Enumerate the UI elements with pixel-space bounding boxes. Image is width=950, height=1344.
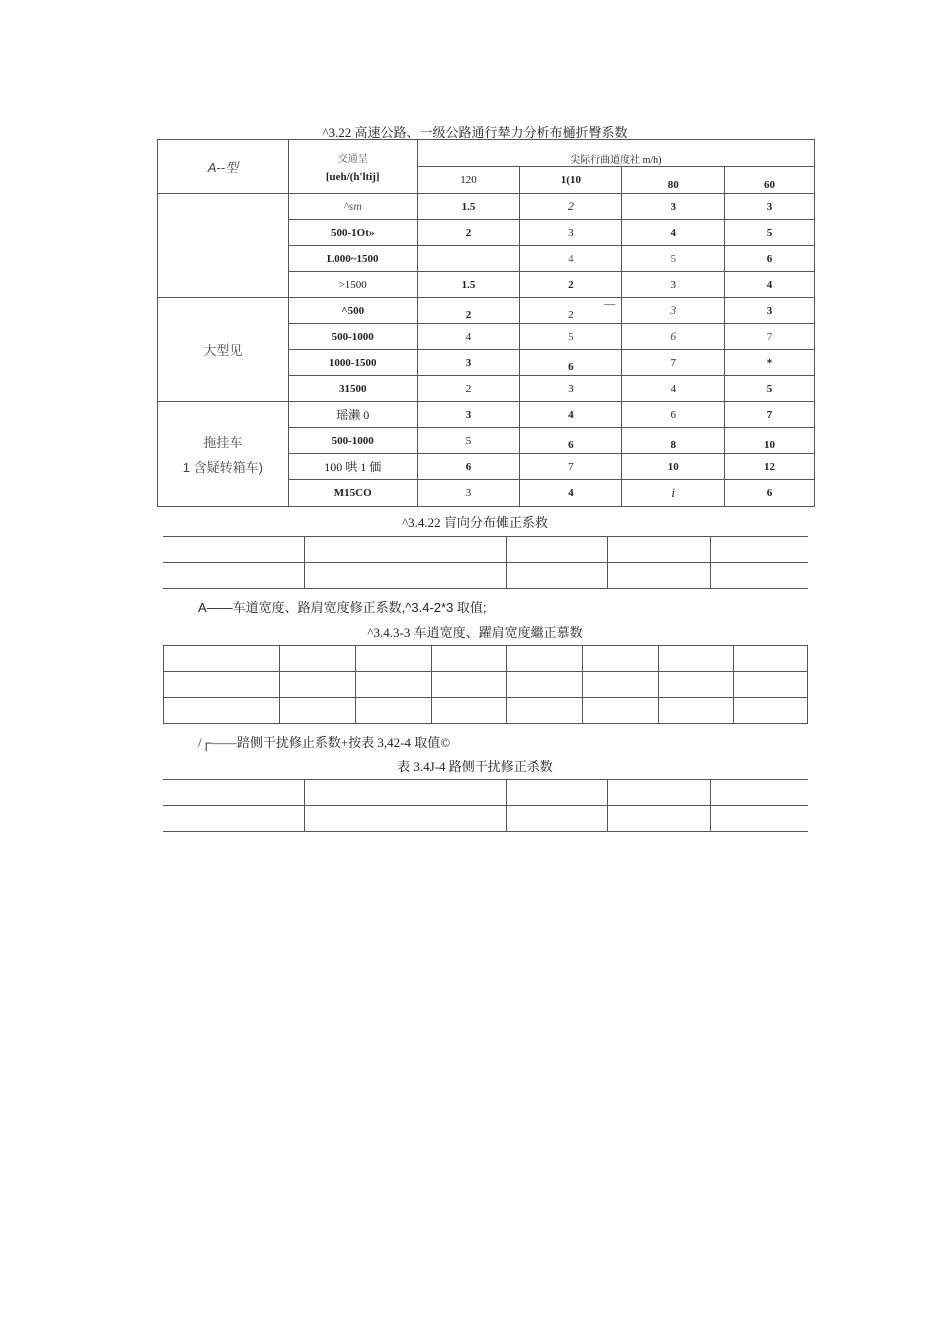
value-cell: 2 <box>417 376 520 402</box>
value-cell: 7 <box>520 454 622 480</box>
volume-cell: 500-1Ot» <box>288 220 417 246</box>
value-cell: 3 <box>520 376 622 402</box>
value-cell: 4 <box>520 480 622 507</box>
table1 <box>157 139 815 507</box>
table3 <box>163 645 808 724</box>
value-cell: 3 <box>622 272 725 298</box>
value-cell: 1.5 <box>417 194 520 220</box>
table3-caption: ^3.4.3-3 车逍宽度、躍肩宽度繼正慕数 <box>367 625 583 640</box>
speed-col-1: 120 <box>417 167 520 194</box>
value-cell: 7 <box>725 324 815 350</box>
volume-cell: L000~1500 <box>288 246 417 272</box>
table-row <box>158 194 815 220</box>
table-row <box>158 298 815 324</box>
table-row <box>163 537 808 563</box>
volume-cell: 瑶濑 0 <box>288 402 417 428</box>
value-cell: 3 <box>622 194 725 220</box>
volume-cell: 31500 <box>288 376 417 402</box>
value-cell: 12 <box>725 454 815 480</box>
value-cell: 4 <box>622 220 725 246</box>
table1-caption: ^3.22 高速公路、一级公路通行辇力分析布樋折臀系数 <box>322 125 628 140</box>
table-row <box>163 563 808 589</box>
value-cell: 3 <box>417 402 520 428</box>
value-cell: 5 <box>725 376 815 402</box>
volume-cell: 500-1000 <box>288 428 417 454</box>
value-cell: 2 <box>417 220 520 246</box>
volume-cell: >1500 <box>288 272 417 298</box>
paragraph-lane-width: A——车道宽度、路肩宽度修正系数,^3.4-2*3 取值; <box>198 600 487 615</box>
table-row <box>163 806 808 832</box>
value-cell: 1.5 <box>417 272 520 298</box>
volume-label: 交通呈 <box>337 154 368 165</box>
value-cell: 4 <box>520 402 622 428</box>
value-cell: 7 <box>622 350 725 376</box>
volume-header <box>288 140 417 194</box>
value-cell: 3 <box>622 298 725 324</box>
value-cell: 4 <box>417 324 520 350</box>
volume-cell: 500-1000 <box>288 324 417 350</box>
value-cell: 6 <box>520 428 622 454</box>
value-cell: 3 <box>417 350 520 376</box>
value-cell: 3 <box>520 220 622 246</box>
volume-cell: M15CO <box>288 480 417 507</box>
table4-caption: 表 3.4J-4 路侧干扰修正杀数 <box>397 759 553 774</box>
paragraph-side-friction: /┌——踣侧干扰修止系数+按表 3,42-4 取值© <box>198 735 451 750</box>
value-cell-with-mark <box>520 298 622 324</box>
value-cell: 3 <box>417 480 520 507</box>
value-cell: 5 <box>622 246 725 272</box>
group-cell <box>158 194 289 298</box>
group-name-note: 1 含疑转箱车) <box>182 460 263 475</box>
speed-header: 尖际行曲道度社 m/h) <box>417 140 814 167</box>
value-cell: 4 <box>622 376 725 402</box>
value-cell: 5 <box>520 324 622 350</box>
speed-col-3: 80 <box>622 167 725 194</box>
value-cell: 6 <box>725 480 815 507</box>
value-text: 2 <box>568 308 574 321</box>
value-cell: 4 <box>520 246 622 272</box>
group-name: 拖挂车 <box>203 435 243 450</box>
value-cell: 6 <box>622 402 725 428</box>
value-cell: 6 <box>622 324 725 350</box>
group-cell <box>158 402 289 507</box>
value-cell: 2 <box>417 298 520 324</box>
volume-unit: [ueh/(h'ltij] <box>325 171 380 183</box>
value-cell: 7 <box>725 402 815 428</box>
value-cell: 10 <box>725 428 815 454</box>
value-cell: 3 <box>725 298 815 324</box>
value-cell: 8 <box>622 428 725 454</box>
value-cell: 6 <box>520 350 622 376</box>
value-cell: 3 <box>725 194 815 220</box>
table-row <box>164 698 808 724</box>
speed-col-2: 1(10 <box>520 167 622 194</box>
group-cell: 大型见 <box>158 298 289 402</box>
table2 <box>163 536 808 589</box>
value-cell: 10 <box>622 454 725 480</box>
volume-cell: ^500 <box>288 298 417 324</box>
value-cell: * <box>725 350 815 376</box>
volume-cell: ^sm <box>288 194 417 220</box>
value-cell: 5 <box>417 428 520 454</box>
speed-col-4: 60 <box>725 167 815 194</box>
value-cell <box>417 246 520 272</box>
dash-mark: — <box>604 298 616 310</box>
value-cell: 6 <box>725 246 815 272</box>
value-cell: 6 <box>417 454 520 480</box>
table2-caption: ^3.4.22 肓向分布傩正系救 <box>402 515 548 530</box>
type-header: A--型 <box>158 140 289 194</box>
table-row <box>164 672 808 698</box>
volume-cell: 1000-1500 <box>288 350 417 376</box>
table-row <box>163 780 808 806</box>
volume-cell: 100 哄 1 価 <box>288 454 417 480</box>
value-cell: 2 <box>520 272 622 298</box>
value-cell: 2 <box>520 194 622 220</box>
table4 <box>163 779 808 832</box>
value-cell: i <box>622 480 725 507</box>
value-cell: 4 <box>725 272 815 298</box>
value-cell: 5 <box>725 220 815 246</box>
table-row <box>158 402 815 428</box>
table-row <box>164 646 808 672</box>
